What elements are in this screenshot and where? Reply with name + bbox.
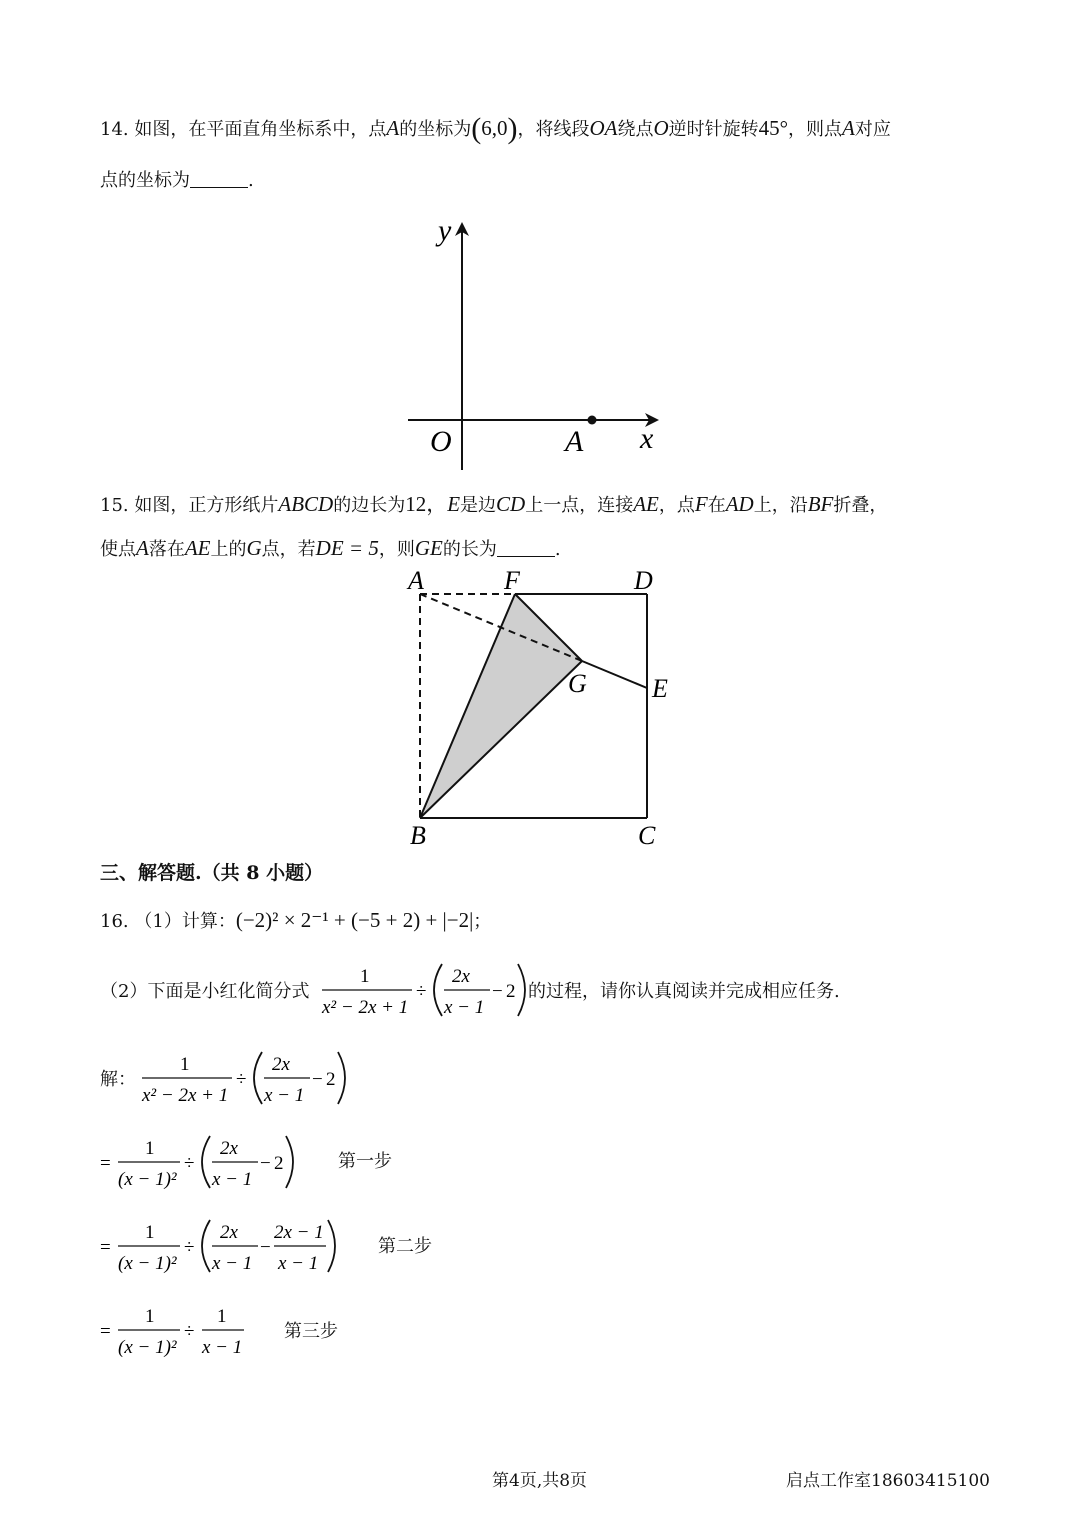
q15-text: 上一点，连接: [525, 495, 634, 516]
q14-point-o: O: [653, 116, 669, 140]
q15-number: 15.: [100, 495, 129, 516]
numerator: 1: [145, 1222, 155, 1243]
label-b: B: [410, 821, 426, 850]
q15-point-g: G: [246, 536, 262, 560]
q14-coord-open: (: [471, 112, 482, 145]
numerator: 2x: [452, 966, 470, 987]
q15-side: 12，: [405, 492, 448, 516]
q15-point-f: F: [694, 492, 708, 516]
solution-step-2-expression: [98, 1214, 348, 1278]
q15-segment-ae: AE: [184, 536, 211, 560]
q15-segment-ge: GE: [414, 536, 443, 560]
minus-sign: −: [260, 1237, 271, 1258]
numerator: 1: [217, 1306, 227, 1327]
denominator: x² − 2x + 1: [322, 997, 409, 1018]
denominator: (x − 1)²: [118, 1169, 177, 1190]
q14-text: 如图，在平面直角坐标系中，点: [134, 119, 387, 140]
label-e: E: [652, 674, 668, 703]
numerator: 1: [180, 1054, 190, 1075]
q14-text: ，则点: [788, 119, 843, 140]
denominator: x − 1: [264, 1085, 305, 1106]
label-g: G: [568, 669, 587, 698]
q15-square: ABCD: [278, 492, 334, 516]
q15-side-cd: CD: [496, 492, 526, 516]
q15-line1: [100, 492, 887, 518]
equals-sign: =: [100, 1321, 111, 1342]
step-3-label: 第三步: [284, 1321, 338, 1342]
q16-part2-prefix: （2）下面是小红化简分式: [100, 981, 310, 1002]
denominator: x − 1: [278, 1253, 319, 1274]
q15-text: 在: [707, 495, 726, 516]
q15-segment-bf: BF: [807, 492, 834, 516]
denominator: x − 1: [444, 997, 485, 1018]
minus-sign: −: [312, 1069, 323, 1090]
numerator: 1: [145, 1306, 155, 1327]
q15-text: .: [554, 539, 561, 560]
numerator: 2x − 1: [274, 1222, 324, 1243]
divide-sign: ÷: [184, 1237, 195, 1258]
q14-number: 14.: [100, 119, 129, 140]
q14-coord: 6,0: [481, 116, 508, 140]
divide-sign: ÷: [184, 1153, 195, 1174]
q14-point-a: A: [842, 116, 855, 140]
q14-text: 点的坐标为: [100, 170, 190, 191]
q14-point-a: A: [386, 116, 400, 140]
q15-segment-ae: AE: [633, 492, 659, 516]
q15-point-a: A: [136, 536, 149, 560]
divide-sign: ÷: [184, 1321, 195, 1342]
label-c: C: [638, 821, 656, 850]
page-number: 第4页,共8页: [492, 1471, 588, 1491]
numerator: 2x: [272, 1054, 290, 1075]
solution-line-0: [138, 1046, 350, 1110]
numerator: 1: [360, 966, 370, 987]
q15-text: 落在: [148, 539, 185, 560]
label-f: F: [504, 566, 520, 595]
figure-15-folded-square: [400, 560, 700, 860]
denominator: (x − 1)²: [118, 1337, 177, 1358]
q16-part1: [100, 908, 491, 934]
q14-coord-close: ): [507, 112, 518, 145]
denominator: x − 1: [212, 1169, 253, 1190]
q14-text: .: [248, 170, 254, 191]
x-axis-label: x: [640, 422, 654, 455]
q14-text: 绕点: [617, 119, 654, 140]
step-2-label: 第二步: [378, 1236, 432, 1257]
label-d: D: [634, 566, 653, 595]
q16-part2-expression: [318, 958, 530, 1022]
answer-blank: [497, 538, 555, 557]
q15-text: 上的: [210, 539, 247, 560]
minus-sign: −: [260, 1153, 271, 1174]
q14-segment-oa: OA: [589, 116, 618, 140]
q14-line2: [100, 169, 254, 193]
constant: 2: [274, 1153, 284, 1174]
numerator: 2x: [220, 1138, 238, 1159]
q16-part1-expression: (−2)² × 2⁻¹ + (−5 + 2) + |−2|: [235, 908, 474, 932]
solution-label: 解：: [100, 1069, 136, 1090]
q15-text: 如图，正方形纸片: [134, 495, 279, 516]
q15-text: 上，沿: [753, 495, 808, 516]
q14-line1: [100, 112, 891, 145]
solution-step-1-expression: [98, 1130, 308, 1194]
solution-step-3-expression: [98, 1298, 258, 1362]
q15-side-ad: AD: [725, 492, 754, 516]
q15-text: ，点: [658, 495, 695, 516]
q14-text: ，将线段: [517, 119, 590, 140]
figure-14-coordinate-plane: [400, 210, 670, 480]
denominator: x² − 2x + 1: [142, 1085, 229, 1106]
equals-sign: =: [100, 1153, 111, 1174]
step-1-label: 第一步: [338, 1151, 392, 1172]
q16-number: 16.: [100, 911, 129, 932]
numerator: 1: [145, 1138, 155, 1159]
q15-text: 使点: [100, 539, 136, 560]
q14-text: 对应: [854, 119, 891, 140]
studio-contact: 启点工作室18603415100: [786, 1471, 990, 1491]
section-heading: 三、解答题.（共 8 小题）: [100, 862, 324, 884]
q15-text: 的边长为: [333, 495, 406, 516]
denominator: x − 1: [202, 1337, 243, 1358]
q15-text: 是边: [460, 495, 497, 516]
q15-point-e: E: [447, 492, 461, 516]
point-a-label: A: [565, 425, 584, 458]
q16-part1-label: （1）计算：: [134, 911, 236, 932]
constant: 2: [506, 981, 516, 1002]
answer-blank: [190, 169, 248, 188]
constant: 2: [326, 1069, 336, 1090]
minus-sign: −: [492, 981, 503, 1002]
q16-text: ；: [473, 911, 492, 932]
q15-de-value: DE = 5: [315, 536, 379, 560]
segment-ge: [582, 661, 647, 688]
label-a: A: [408, 566, 424, 595]
origin-label: O: [430, 425, 452, 458]
point-a-dot: [588, 416, 597, 425]
divide-sign: ÷: [416, 981, 427, 1002]
divide-sign: ÷: [236, 1069, 247, 1090]
numerator: 2x: [220, 1222, 238, 1243]
q15-line2: [100, 536, 561, 562]
q16-part2-suffix: 的过程，请你认真阅读并完成相应任务.: [528, 981, 840, 1002]
y-axis-label: y: [438, 214, 452, 247]
denominator: (x − 1)²: [118, 1253, 177, 1274]
q14-angle: 45°: [758, 116, 789, 140]
q15-text: 的长为: [442, 539, 497, 560]
q15-text: ，则: [378, 539, 415, 560]
denominator: x − 1: [212, 1253, 253, 1274]
q15-text: 折叠，: [833, 495, 888, 516]
equals-sign: =: [100, 1237, 111, 1258]
q14-text: 的坐标为: [399, 119, 472, 140]
q14-text: 逆时针旋转: [668, 119, 759, 140]
q15-text: 点，若: [261, 539, 316, 560]
